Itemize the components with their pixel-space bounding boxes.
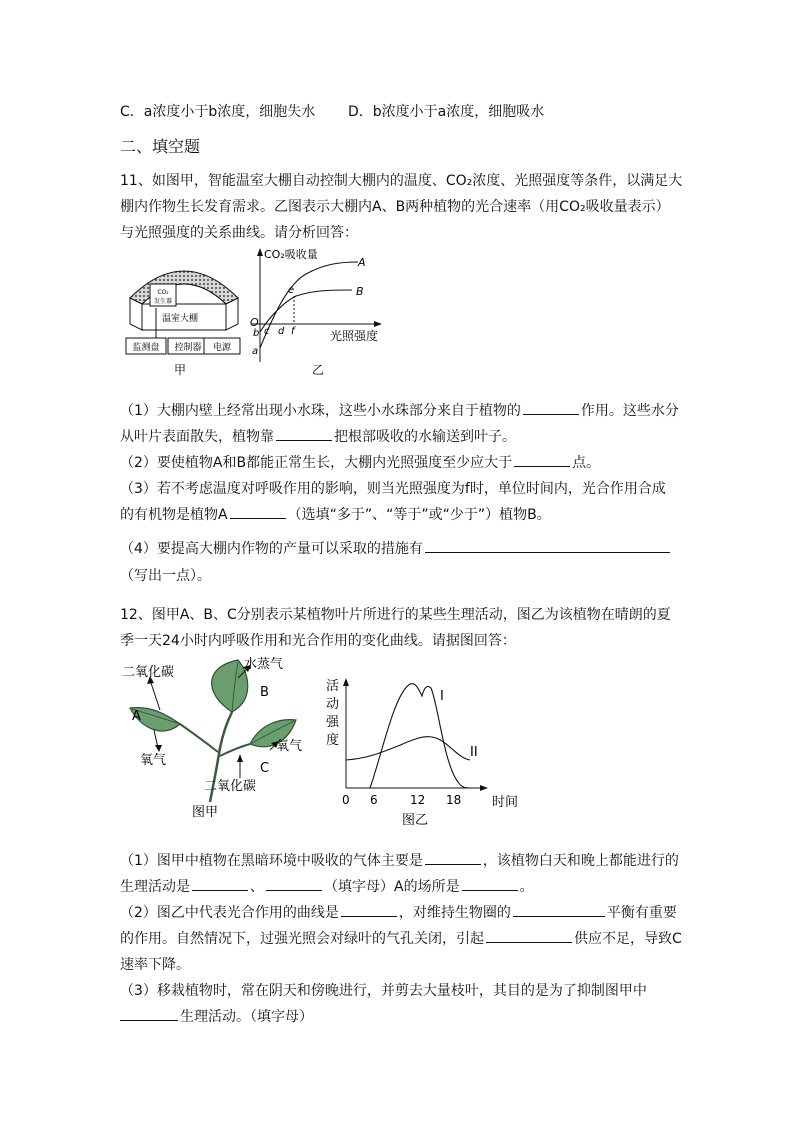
q11-part3-line2: 的有机物是植物A （选填“多于”、“等于”或“少于”）植物B。 — [120, 504, 551, 524]
q12-part1-line1: （1）图甲中植物在黑暗环境中吸收的气体主要是 ，该植物白天和晚上都能进行的 — [120, 850, 679, 870]
power-box-label: 电源 — [212, 343, 232, 353]
q12-stem-line-2: 季一天24小时内呼吸作用和光合作用的变化曲线。请据图回答： — [120, 633, 516, 649]
q11-blank-3[interactable] — [514, 452, 570, 467]
q12-blank-6[interactable] — [513, 902, 605, 917]
q12-blank-3[interactable] — [266, 876, 322, 891]
curve-b-label: B — [356, 285, 364, 298]
figure-jia-caption-12: 图甲 — [192, 805, 219, 820]
light-response-chart — [248, 244, 398, 378]
co2-generator-label-1: CO₂ — [157, 289, 169, 296]
label-c: C — [260, 761, 270, 776]
q11-blank-5[interactable] — [425, 538, 670, 553]
curve-b — [260, 290, 352, 332]
co2-generator-label-2: 发生器 — [153, 298, 173, 305]
point-o-label: O — [250, 316, 259, 329]
label-o2-right: 氧气 — [276, 739, 303, 754]
chart-y-label: CO₂吸收量 — [264, 248, 318, 261]
section-title: 二、填空题 — [120, 137, 201, 156]
label-co2-top: 二氧化碳 — [122, 665, 175, 680]
point-a-label: a — [252, 346, 259, 357]
y-label-2: 动 — [326, 697, 340, 712]
chart-x-label: 光照强度 — [330, 329, 379, 343]
tick-6: 6 — [370, 793, 378, 807]
y-label-1: 活 — [326, 679, 340, 694]
label-o2-left: 氧气 — [140, 753, 167, 768]
y-label-3: 强 — [326, 715, 340, 730]
q11-blank-2[interactable] — [276, 426, 332, 441]
q12-blank-7[interactable] — [486, 928, 572, 943]
q12-stem-line-1: 12、图甲A、B、C分别表示某植物叶片所进行的某些生理活动，图乙为该植物在晴朗的夏 — [120, 607, 671, 623]
label-co2-bottom: 二氧化碳 — [204, 779, 257, 794]
q11-part1-line2: 从叶片表面散失，植物靠 把根部吸收的水输送到叶子。 — [120, 426, 516, 446]
figure-jia-caption: 甲 — [173, 363, 187, 377]
activity-chart — [320, 664, 530, 832]
curve-ii — [346, 737, 470, 760]
q11-part4-line2: （写出一点）。 — [120, 568, 211, 584]
q11-part3-line1: （3）若不考虑温度对呼吸作用的影响，则当光照强度为f时，单位时间内，光合作用合成 — [120, 481, 666, 497]
leaf-figure — [120, 652, 320, 824]
tick-12: 12 — [410, 793, 426, 807]
point-d-label: d — [278, 326, 285, 337]
q11-part1-line1: （1）大棚内壁上经常出现小水珠，这些小水珠部分来自于植物的 作用。这些水分 — [120, 400, 679, 420]
monitor-box-label: 监测盘 — [132, 343, 160, 353]
q12-blank-5[interactable] — [341, 902, 397, 917]
point-b-label: b — [253, 328, 260, 339]
tick-0: 0 — [342, 793, 350, 807]
q11-part4-line1: （4）要提高大棚内作物的产量可以采取的措施有 — [120, 538, 672, 558]
q12-blank-1[interactable] — [425, 850, 481, 865]
label-b: B — [260, 685, 269, 700]
leaf-top — [212, 660, 248, 712]
q12-part2-line3: 速率下降。 — [120, 957, 190, 973]
curve-i-label: I — [440, 689, 444, 704]
figure-yi-caption: 乙 — [311, 363, 325, 377]
figure-yi-caption-12: 图乙 — [402, 813, 429, 828]
point-e-label: e — [288, 285, 295, 296]
q11-stem-line-3: 与光照强度的关系曲线。请分析回答： — [120, 225, 358, 241]
q11-stem-line-2: 棚内作物生长发育需求。乙图表示大棚内A、B两种植物的光合速率（用CO₂吸收量表示） — [120, 199, 670, 215]
q12-part2-line2: 的作用。自然情况下，过强光照会对绿叶的气孔关闭，引起 供应不足，导致C — [120, 928, 682, 948]
x-label-12: 时间 — [492, 795, 519, 810]
curve-ii-label: II — [470, 745, 478, 760]
option-d: D．b浓度小于a浓度，细胞吸水 — [348, 104, 545, 120]
q12-blank-2[interactable] — [192, 876, 248, 891]
q11-stem-line-1: 11、如图甲，智能温室大棚自动控制大棚内的温度、CO₂浓度、光照强度等条件，以满足大 — [120, 173, 683, 189]
y-label-4: 度 — [326, 733, 340, 748]
point-c-label: c — [264, 326, 270, 337]
q11-part2: （2）要使植物A和B都能正常生长，大棚内光照强度至少应大于 点。 — [120, 452, 600, 472]
greenhouse-label: 温室大棚 — [161, 314, 199, 324]
q12-blank-4[interactable] — [462, 876, 518, 891]
controller-box-label: 控制器 — [174, 343, 202, 353]
q12-blank-8[interactable] — [120, 1006, 178, 1021]
curve-a-label: A — [358, 256, 366, 269]
q11-blank-4[interactable] — [230, 504, 286, 519]
q12-part3-line1: （3）移栽植物时，常在阴天和傍晚进行，并剪去大量枝叶，其目的是为了抑制图甲中 — [120, 983, 647, 999]
q12-part3-line2: 生理活动。（填字母） — [120, 1006, 313, 1026]
curve-i — [370, 684, 470, 788]
label-a: A — [132, 709, 141, 724]
q11-blank-1[interactable] — [523, 400, 579, 415]
option-c: C．a浓度小于b浓度，细胞失水 — [120, 104, 316, 120]
tick-18: 18 — [446, 793, 462, 807]
greenhouse-figure — [122, 250, 246, 380]
point-f-label: f — [291, 326, 295, 337]
q12-part1-line2: 生理活动是 、 （填字母）A的场所是 。 — [120, 876, 534, 896]
label-vapor: 水蒸气 — [244, 657, 284, 672]
q12-part2-line1: （2）图乙中代表光合作用的曲线是 ，对维持生物圈的 平衡有重要 — [120, 902, 677, 922]
